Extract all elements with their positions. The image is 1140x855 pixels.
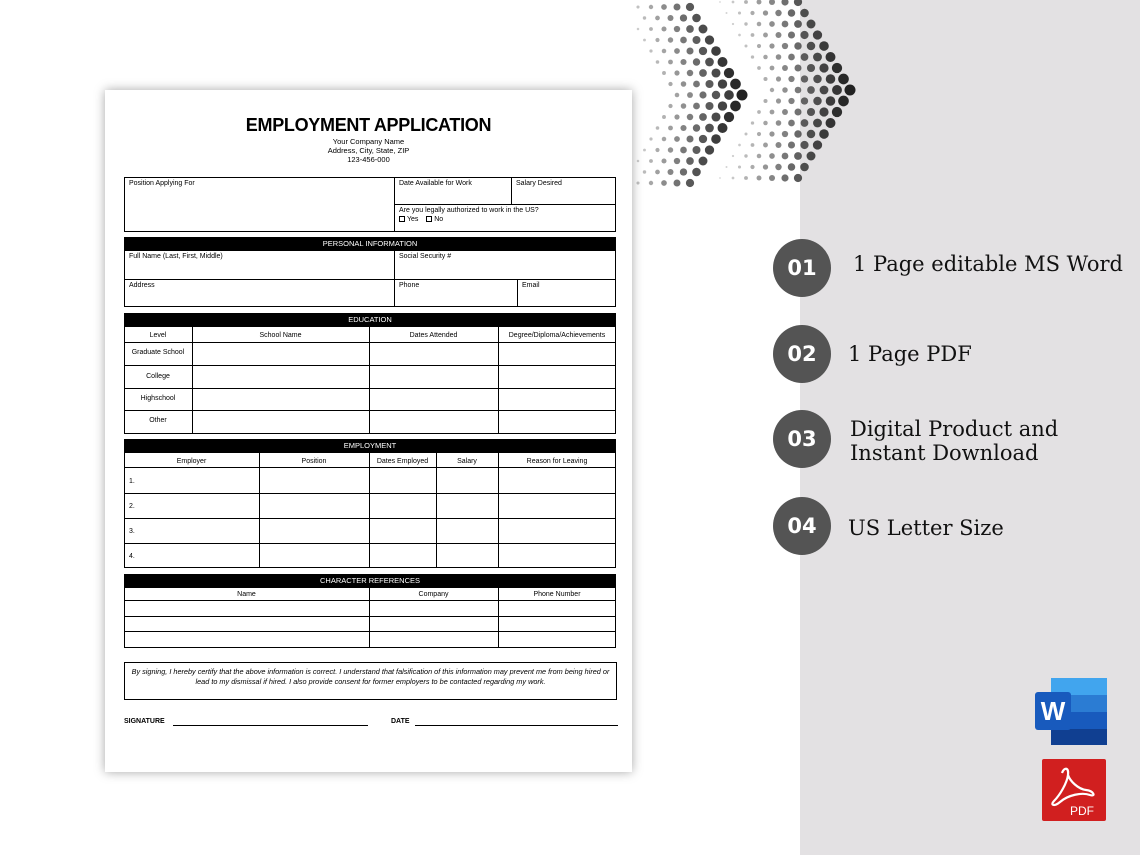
halftone-dot [845,85,856,96]
halftone-dot [757,176,762,181]
date-line[interactable] [415,725,618,726]
halftone-dot [655,148,659,152]
pdf-icon [1042,759,1106,821]
halftone-dot [763,99,767,103]
halftone-dot [750,165,754,169]
date-available-label: Date Available for Work [399,180,472,187]
halftone-dot [675,93,680,98]
company-phone: 123-456-000 [347,155,390,164]
halftone-dot [794,20,802,28]
halftone-dot [782,131,788,137]
halftone-dot [711,46,721,56]
halftone-dot [680,14,687,21]
employment-application-document [105,90,632,772]
halftone-dot [744,44,747,47]
halftone-dot [788,141,795,148]
halftone-dot [794,64,801,71]
halftone-dot [757,132,761,136]
halftone-dot [801,97,808,104]
halftone-dot [686,179,694,187]
no-label: No [434,216,444,223]
halftone-dot [718,123,728,133]
edu-col-degree: Degree/Diploma/Achievements [508,332,606,339]
halftone-dot [801,75,808,82]
halftone-dot [782,21,789,28]
emp-row-4: 4. [129,553,135,560]
halftone-dot [800,31,808,39]
halftone-dot [751,55,754,58]
halftone-dot [807,64,815,72]
halftone-dot [794,42,801,49]
halftone-dot [801,53,809,61]
ref-col-phone: Phone Number [533,591,581,598]
edu-row-highschool: Highschool [140,395,176,402]
halftone-dot [655,170,660,175]
halftone-dot [813,30,822,39]
halftone-dot [776,76,781,81]
halftone-dot [667,15,673,21]
halftone-dot [782,87,788,93]
feature-text-01: 1 Page editable MS Word [853,252,1123,276]
education-header: EDUCATION [124,313,616,326]
full-name-label: Full Name (Last, First, Middle) [129,253,223,260]
edu-row-other: Other [149,417,167,424]
halftone-dot [770,88,774,92]
halftone-dot [826,52,836,62]
halftone-dot [649,181,653,185]
feature-badge-01: 01 [773,239,831,297]
halftone-dot [655,38,659,42]
halftone-dot [718,79,727,88]
halftone-dot [687,70,693,76]
halftone-dot [838,74,849,85]
halftone-dot [757,22,762,27]
halftone-dot [662,49,666,53]
halftone-dot [788,54,795,61]
halftone-dot [769,131,774,136]
halftone-dot [788,163,795,170]
halftone-dot [788,120,795,127]
halftone-dot [643,170,646,173]
halftone-dot [744,176,748,180]
halftone-dot [757,66,761,70]
halftone-dot [668,104,672,108]
emp-row-3: 3. [129,528,135,535]
halftone-dot [795,87,802,94]
halftone-dot [770,110,775,115]
halftone-dot [674,114,679,119]
halftone-dot [832,63,842,73]
halftone-dot [686,157,694,165]
halftone-dot [757,110,761,114]
signature-line[interactable] [173,725,368,726]
halftone-dot [699,69,707,77]
halftone-dot [751,33,755,37]
halftone-dot [794,0,802,6]
authorized-options [395,214,447,225]
halftone-dot [687,92,693,98]
halftone-dot [668,37,673,42]
halftone-dot [757,0,762,4]
halftone-dot [661,158,666,163]
halftone-dot [693,124,700,131]
halftone-dot [724,68,734,78]
emp-col-salary: Salary [457,458,477,465]
halftone-dot [769,21,775,27]
halftone-dot [674,136,680,142]
halftone-dot [769,0,775,5]
halftone-dot [800,9,809,18]
company-name: Your Company Name [332,137,405,146]
halftone-dot [763,10,768,15]
halftone-dot [719,177,721,179]
halftone-dot [692,168,701,177]
halftone-dot [693,103,700,110]
halftone-dot [680,59,686,65]
halftone-dot [744,22,747,25]
halftone-dot [705,124,714,133]
halftone-dot [794,108,801,115]
authorized-question: Are you legally authorized to work in the US? [399,207,539,214]
halftone-dot [643,16,646,19]
feature-badge-03: 03 [773,410,831,468]
halftone-dot [674,180,681,187]
halftone-dot [662,71,666,75]
halftone-dot [776,54,782,60]
halftone-dot [699,157,708,166]
halftone-dot [649,159,653,163]
halftone-dot [686,135,693,142]
halftone-dot [813,119,822,128]
halftone-dot [668,126,673,131]
halftone-dot [776,142,782,148]
halftone-dot [680,37,687,44]
halftone-dot [699,91,706,98]
halftone-dot [649,5,653,9]
halftone-dot [687,114,693,120]
company-address: Address, City, State, ZIP [327,146,410,155]
halftone-dot [705,80,713,88]
halftone-dot [718,57,728,67]
halftone-dot [649,137,652,140]
halftone-dot [637,28,640,31]
halftone-dot [807,130,816,139]
halftone-dot [763,77,767,81]
halftone-dot [813,53,822,62]
halftone-dot [769,43,774,48]
employment-table [124,452,616,568]
pdf-label: PDF [1070,804,1094,818]
halftone-dot [776,120,782,126]
halftone-dot [732,23,734,25]
halftone-dot [800,141,808,149]
feature-badge-04: 04 [773,497,831,555]
halftone-dot [769,175,775,181]
phone-label: Phone [399,282,420,289]
halftone-dot [807,86,815,94]
halftone-dot [826,74,836,84]
halftone-dot [649,49,652,52]
halftone-dot [643,149,646,152]
halftone-dot [820,86,829,95]
halftone-dot [732,177,735,180]
halftone-dot [781,0,788,6]
halftone-dot [655,16,660,21]
halftone-dot [757,154,762,159]
halftone-dot [794,130,801,137]
halftone-dot [763,33,768,38]
halftone-dot [832,107,842,117]
feature-text-03-line1: Digital Product and [850,417,1059,441]
halftone-dot [693,58,700,65]
halftone-dot [744,154,747,157]
halftone-dot [705,145,714,154]
personal-info-header: PERSONAL INFORMATION [124,237,616,250]
halftone-dot [776,32,782,38]
edu-col-dates: Dates Attended [409,332,458,339]
emp-row-1: 1. [129,478,135,485]
halftone-dot [686,3,694,11]
halftone-dot [788,9,795,16]
halftone-dot [775,164,781,170]
emp-row-2: 2. [129,503,135,510]
signature-label: SIGNATURE [124,718,165,725]
halftone-dot [776,98,781,103]
halftone-dot [674,48,680,54]
no-checkbox[interactable] [426,216,432,222]
halftone-dot [788,76,794,82]
halftone-dot [662,115,666,119]
halftone-dot [726,12,728,14]
halftone-dot [680,147,687,154]
halftone-dot [782,153,789,160]
halftone-dot [668,147,673,152]
halftone-dot [819,41,829,51]
halftone-dot [681,103,687,109]
halftone-dot [637,160,640,163]
halftone-dot [769,153,775,159]
edu-col-level: Level [149,332,167,339]
halftone-dot [636,181,639,184]
feature-text-03-line2: Instant Download [850,441,1039,465]
address-label: Address [129,282,155,289]
edu-col-school: School Name [259,332,302,339]
halftone-dot [832,85,842,95]
halftone-dot [680,125,686,131]
halftone-dot [744,132,747,135]
halftone-dot [775,10,781,16]
halftone-dot [750,11,754,15]
halftone-dot [813,140,822,149]
halftone-dot [737,90,748,101]
halftone-arrows-decoration [630,0,870,200]
feature-text-02: 1 Page PDF [848,342,972,366]
halftone-dot [807,108,815,116]
halftone-dot [813,75,821,83]
halftone-dot [643,39,646,42]
halftone-dot [738,144,741,147]
halftone-dot [686,47,693,54]
halftone-dot [763,164,768,169]
emp-col-reason: Reason for Leaving [526,458,588,465]
halftone-dot [712,91,720,99]
halftone-dot [674,4,681,11]
halftone-dot [788,98,794,104]
halftone-dot [636,5,639,8]
halftone-dot [711,134,721,144]
halftone-dot [692,14,701,23]
halftone-dot [726,166,728,168]
emp-col-dates: Dates Employed [376,458,429,465]
edu-row-college: College [146,373,170,380]
yes-label: Yes [407,216,419,223]
halftone-dot [826,118,836,128]
halftone-dot [807,42,816,51]
halftone-dot [693,81,700,88]
ref-col-name: Name [237,591,256,598]
date-label: DATE [391,718,410,725]
halftone-dot [794,174,802,182]
halftone-dot [662,137,666,141]
halftone-dot [699,113,707,121]
feature-text-04: US Letter Size [848,516,1004,540]
halftone-dot [782,65,788,71]
references-header: CHARACTER REFERENCES [124,574,616,587]
halftone-dot [699,25,708,34]
edu-row-graduate: Graduate School [131,349,185,356]
halftone-dot [693,146,701,154]
halftone-dot [819,63,828,72]
halftone-dot [674,158,680,164]
halftone-dot [705,35,714,44]
halftone-dot [699,47,707,55]
feature-badge-02: 02 [773,325,831,383]
halftone-dot [730,79,741,90]
halftone-dot [788,31,795,38]
halftone-dot [826,96,836,106]
position-applying-label: Position Applying For [129,180,195,187]
halftone-dot [718,101,727,110]
halftone-dot [807,20,816,29]
halftone-dot [668,60,673,65]
halftone-dot [751,143,755,147]
ssn-label: Social Security # [399,253,452,260]
halftone-dot [813,97,821,105]
halftone-dot [801,119,809,127]
halftone-dot [724,112,734,122]
halftone-dot [757,44,761,48]
halftone-dot [730,101,741,112]
halftone-dot [661,180,667,186]
ref-col-company: Company [418,591,449,598]
halftone-dot [711,68,720,77]
halftone-dot [705,102,713,110]
halftone-dot [738,11,741,14]
halftone-dot [681,81,687,87]
halftone-dot [763,55,767,59]
halftone-dot [668,82,672,86]
word-letter: W [1040,696,1066,726]
halftone-dot [819,107,828,116]
halftone-dot [763,143,768,148]
emp-col-position: Position [301,458,327,465]
salary-desired-label: Salary Desired [516,180,562,187]
halftone-dot [738,165,741,168]
halftone-dot [800,163,809,172]
halftone-dot [686,25,694,33]
halftone-dot [838,96,849,107]
doc-title: EMPLOYMENT APPLICATION [245,115,492,135]
certification-statement: By signing, I hereby certify that the above information is correct. I understand that falsification of this information may prevent me from being hired or lead to my dismissal if hired. I also provide consent for former employers to be contacted regarding my work. [124,662,617,700]
halftone-dot [674,26,680,32]
halftone-dot [705,58,714,67]
halftone-dot [738,34,741,37]
halftone-dot [656,126,660,130]
halftone-dot [711,112,720,121]
halftone-dot [807,152,816,161]
halftone-dot [770,66,775,71]
halftone-dot [732,155,734,157]
email-label: Email [522,282,540,289]
halftone-dot [794,152,802,160]
halftone-dot [656,60,660,64]
halftone-dot [819,129,829,139]
ms-word-icon [1035,678,1107,745]
halftone-dot [649,27,653,31]
employment-header: EMPLOYMENT [124,439,616,452]
halftone-dot [719,1,721,3]
halftone-dot [699,135,707,143]
halftone-dot [781,174,788,181]
halftone-dot [680,168,687,175]
halftone-dot [667,169,673,175]
halftone-dot [674,70,679,75]
halftone-dot [744,0,748,4]
halftone-dot [751,121,754,124]
emp-col-employer: Employer [176,458,207,465]
halftone-dot [693,36,701,44]
halftone-dot [763,121,767,125]
halftone-dot [732,1,735,4]
halftone-dot [724,90,734,100]
yes-checkbox[interactable] [399,216,405,222]
halftone-dot [782,43,788,49]
halftone-dot [661,26,666,31]
halftone-dot [782,109,788,115]
halftone-dot [661,4,667,10]
